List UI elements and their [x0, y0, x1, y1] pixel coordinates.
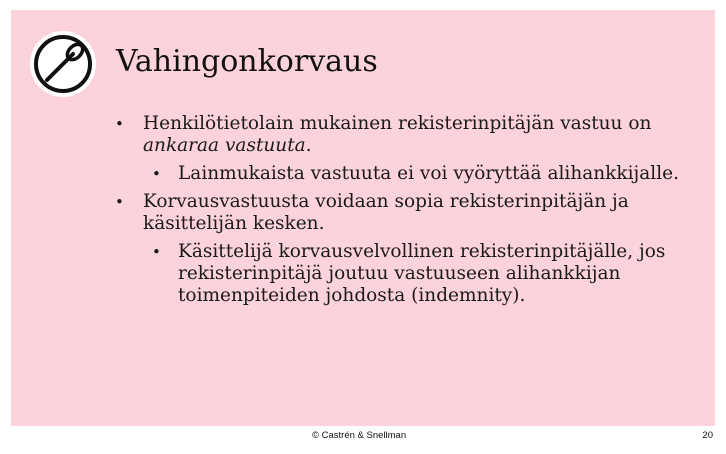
sub-bullet-item [110, 241, 710, 307]
bullet-text: Henkilötietolain mukainen rekisterinpitäjän vastuu on [143, 113, 652, 134]
sub-bullet-text: Lainmukaista vastuuta ei voi vyöryttää alihankkijalle. [178, 163, 679, 184]
page-number: 20 [702, 430, 713, 441]
bullet-text: Korvausvastuusta voidaan sopia rekisterinpitäjän ja käsittelijän kesken. [143, 191, 629, 234]
circled-needle-logo-icon [29, 30, 97, 98]
bullet-item [110, 113, 710, 157]
bullet-emphasis: ankaraa vastuuta [143, 135, 306, 156]
bullet-list [110, 113, 710, 313]
sub-bullet-text: Käsittelijä korvausvelvollinen rekisterinpitäjälle, jos rekisterinpitäjä joutuu vastuuseen alihankkijan toimenpiteiden johdosta (indemnity). [178, 241, 666, 306]
slide-title: Vahingonkorvaus [116, 44, 378, 79]
copyright-text: © Castrén & Snellman [312, 430, 407, 441]
bullet-dot-icon: • [115, 193, 124, 211]
bullet-dot-icon: • [152, 243, 161, 261]
bullet-punct: . [305, 135, 312, 156]
bullet-dot-icon: • [115, 115, 124, 133]
bullet-item [110, 191, 710, 235]
bullet-dot-icon: • [152, 165, 161, 183]
sub-bullet-item [110, 163, 710, 185]
